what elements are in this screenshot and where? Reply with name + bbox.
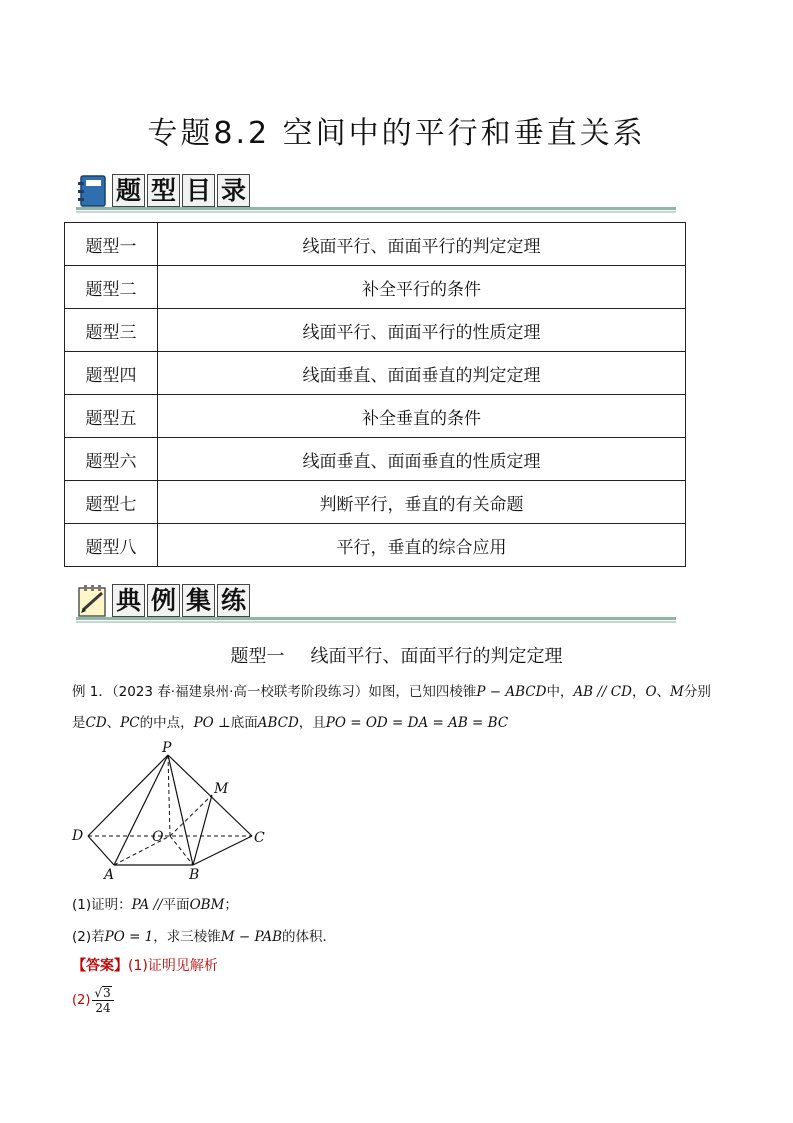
- banner-char: 录: [217, 174, 250, 207]
- figure-label-d: D: [72, 828, 84, 844]
- answer-part2-prefix: (2): [72, 993, 91, 1008]
- toc-key: 题型四: [65, 352, 158, 395]
- table-row: [65, 438, 686, 481]
- toc-key: 题型六: [65, 438, 158, 481]
- text: 、: [656, 684, 671, 700]
- math: AB // CD: [573, 684, 632, 700]
- figure-label-c: C: [254, 830, 265, 846]
- toc-value: 补全平行的条件: [158, 266, 686, 309]
- answer-denominator: 24: [95, 1001, 111, 1015]
- table-row: [65, 352, 686, 395]
- banner-char: 例: [147, 584, 180, 617]
- question-1: [72, 893, 238, 913]
- toc-key: 题型五: [65, 395, 158, 438]
- notebook-icon: [76, 174, 110, 208]
- table-row: [65, 395, 686, 438]
- question-2: [72, 925, 336, 945]
- figure-label-o: O: [152, 829, 164, 845]
- toc-table: [64, 222, 686, 567]
- banner-underline: [76, 207, 676, 210]
- text: 中，: [546, 684, 574, 700]
- text: 平面: [162, 897, 190, 913]
- banner-char: 目: [182, 174, 215, 207]
- text: ；: [224, 897, 238, 913]
- toc-value: 判断平行，垂直的有关命题: [158, 481, 686, 524]
- math: PO = OD = DA = AB = BC: [325, 715, 509, 731]
- toc-key: 题型三: [65, 309, 158, 352]
- toc-key: 题型七: [65, 481, 158, 524]
- answer-line: [72, 955, 218, 975]
- text: (2)若: [72, 929, 105, 945]
- math: PO = 1: [104, 929, 154, 945]
- example-section-label: [112, 584, 250, 617]
- math: PO ⊥: [193, 715, 231, 731]
- toc-key: 题型二: [65, 266, 158, 309]
- math: OBM: [189, 897, 225, 913]
- math: O: [645, 684, 657, 700]
- text: ，: [631, 684, 646, 700]
- math: M − PAB: [220, 929, 282, 945]
- banner-char: 练: [217, 584, 250, 617]
- toc-value: 线面平行、面面平行的判定定理: [158, 223, 686, 266]
- sqrt-sign: √: [94, 986, 103, 1000]
- example-section-banner: [76, 578, 676, 622]
- banner-underline: [76, 617, 676, 620]
- answer-part1: (1)证明见解析: [128, 958, 218, 974]
- figure-label-p: P: [162, 740, 172, 756]
- text: 、: [106, 715, 121, 731]
- text: 的体积．: [282, 929, 336, 945]
- pencil-note-icon: [76, 584, 110, 618]
- toc-key: 题型一: [65, 223, 158, 266]
- subsection-key: 题型一: [230, 646, 285, 667]
- toc-value: 线面垂直、面面垂直的性质定理: [158, 438, 686, 481]
- text: 底面: [230, 715, 258, 731]
- math: ABCD: [257, 715, 299, 731]
- toc-key: 题型八: [65, 524, 158, 567]
- example-line-2: [72, 711, 508, 731]
- math: PA //: [131, 897, 163, 913]
- banner-char: 典: [112, 584, 145, 617]
- banner-char: 集: [182, 584, 215, 617]
- text: ，且: [298, 715, 326, 731]
- math: P − ABCD: [476, 684, 547, 700]
- table-row: [65, 266, 686, 309]
- banner-underline-thin: [76, 211, 676, 213]
- math: PC: [120, 715, 140, 731]
- figure-label-b: B: [189, 867, 200, 880]
- answer-numerator: 3: [103, 986, 111, 1000]
- math: CD: [85, 715, 107, 731]
- answer-part2: [72, 986, 114, 1015]
- toc-section-banner: [76, 168, 676, 212]
- text: 例 1．（2023 春·福建泉州·高一校联考阶段练习）如图，已知四棱锥: [72, 684, 477, 700]
- table-row: [65, 223, 686, 266]
- subsection-value: 线面平行、面面平行的判定定理: [310, 646, 563, 667]
- figure-label-a: A: [104, 867, 115, 880]
- table-row: [65, 309, 686, 352]
- pyramid-figure: [68, 740, 278, 880]
- banner-char: 型: [147, 174, 180, 207]
- text: 分别: [683, 684, 711, 700]
- banner-char: 题: [112, 174, 145, 207]
- table-row: [65, 524, 686, 567]
- answer-label: 【答案】: [72, 958, 128, 974]
- text: (1)证明：: [72, 897, 132, 913]
- subsection-heading: [0, 642, 793, 668]
- example-line-1: [72, 680, 711, 700]
- toc-value: 线面平行、面面平行的性质定理: [158, 309, 686, 352]
- table-row: [65, 481, 686, 524]
- toc-value: 线面垂直、面面垂直的判定定理: [158, 352, 686, 395]
- figure-label-m: M: [214, 781, 229, 797]
- page-title: 专题8.2 空间中的平行和垂直关系: [147, 116, 646, 151]
- text: 是: [72, 715, 86, 731]
- math: M: [670, 684, 684, 700]
- text: ，求三棱锥: [153, 929, 221, 945]
- answer-fraction: [92, 986, 113, 1015]
- text: 的中点，: [139, 715, 194, 731]
- toc-value: 补全垂直的条件: [158, 395, 686, 438]
- toc-value: 平行，垂直的综合应用: [158, 524, 686, 567]
- banner-underline-thin: [76, 621, 676, 623]
- toc-section-label: [112, 174, 250, 207]
